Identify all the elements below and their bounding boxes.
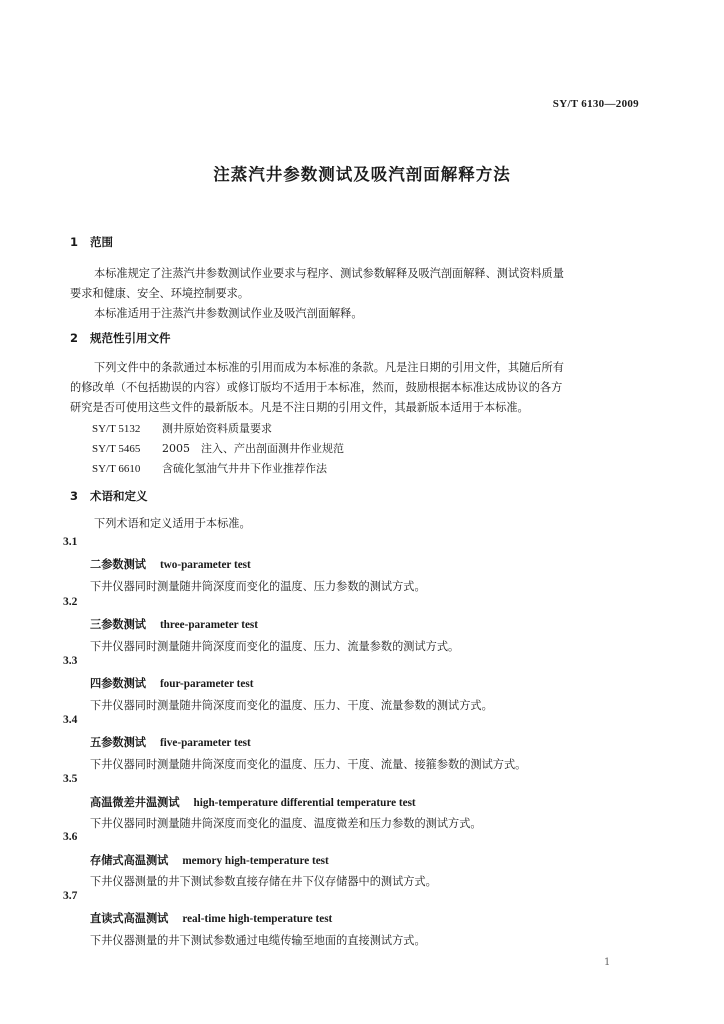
standard-code: SY/T 6130—2009: [552, 98, 639, 110]
reference-title: 含硫化氢油气井井下作业推荐作法: [162, 462, 327, 475]
term-number: 3.7: [63, 890, 78, 902]
term-zh: 五参数测试: [90, 736, 146, 749]
section-title: 范围: [90, 235, 113, 249]
section-number: 1: [70, 235, 79, 249]
reference-title: 2005 注入、产出剖面测井作业规范: [162, 442, 344, 455]
term-en: memory high-temperature test: [182, 855, 329, 867]
section-2-heading: [70, 330, 171, 346]
term-number: 3.2: [63, 596, 78, 608]
term-heading: [90, 556, 251, 572]
term-definition: 下井仪器同时测量随井筒深度而变化的温度、压力、干度、流量、接箍参数的测试方式。: [90, 758, 527, 771]
term-definition: 下井仪器测量的井下测试参数通过电缆传输至地面的直接测试方式。: [90, 934, 426, 947]
term-definition: 下井仪器测量的井下测试参数直接存储在井下仪存储器中的测试方式。: [90, 875, 437, 888]
term-en: two-parameter test: [159, 559, 251, 571]
term-en: high-temperature differential temperature test: [193, 797, 416, 809]
reference-code: SY/T 5132: [92, 423, 141, 435]
term-number: 3.3: [63, 655, 78, 667]
document-title: 注蒸汽井参数测试及吸汽剖面解释方法: [213, 165, 511, 184]
page-number: 1: [604, 957, 611, 968]
term-number: 3.1: [63, 536, 78, 548]
section-1-heading: [70, 234, 113, 250]
term-heading: [90, 910, 332, 926]
reference-code: SY/T 5465: [92, 443, 141, 455]
term-en: four-parameter test: [159, 678, 254, 690]
section-number: 3: [70, 489, 79, 503]
term-heading: [90, 616, 258, 632]
term-en: five-parameter test: [159, 737, 251, 749]
section-2-para-line-3: 研究是否可使用这些文件的最新版本。凡是不注日期的引用文件，其最新版本适用于本标准。: [70, 401, 529, 414]
term-heading: [90, 675, 253, 691]
term-definition: 下井仪器同时测量随井筒深度而变化的温度、压力参数的测试方式。: [90, 580, 426, 593]
term-definition: 下井仪器同时测量随井筒深度而变化的温度、温度微差和压力参数的测试方式。: [90, 817, 482, 830]
term-heading: [90, 734, 251, 750]
term-zh: 存储式高温测试: [90, 854, 169, 867]
term-number: 3.5: [63, 773, 78, 785]
term-definition: 下井仪器同时测量随井筒深度而变化的温度、压力、干度、流量参数的测试方式。: [90, 699, 493, 712]
term-zh: 高温微差井温测试: [90, 796, 180, 809]
reference-code: SY/T 6610: [92, 463, 141, 475]
term-en: three-parameter test: [159, 619, 259, 631]
reference-item: [92, 440, 344, 456]
term-number: 3.4: [63, 714, 78, 726]
section-2-para-line-2: 的修改单（不包括勘误的内容）或修订版均不适用于本标准，然而，鼓励根据本标准达成协议的各方: [70, 381, 563, 394]
section-1-para-1-line-2: 要求和健康、安全、环境控制要求。: [70, 287, 250, 300]
section-number: 2: [70, 331, 79, 345]
term-zh: 直读式高温测试: [90, 912, 169, 925]
term-zh: 四参数测试: [90, 677, 146, 690]
term-number: 3.6: [63, 831, 78, 843]
term-heading: [90, 794, 416, 810]
section-3-intro: 下列术语和定义适用于本标准。: [94, 517, 251, 530]
term-heading: [90, 852, 329, 868]
term-definition: 下井仪器同时测量随井筒深度而变化的温度、压力、流量参数的测试方式。: [90, 640, 460, 653]
section-2-para-line-1: 下列文件中的条款通过本标准的引用而成为本标准的条款。凡是注日期的引用文件，其随后所有: [94, 361, 564, 374]
term-zh: 三参数测试: [90, 618, 146, 631]
section-3-heading: [70, 488, 148, 504]
section-1-para-2: 本标准适用于注蒸汽井参数测试作业及吸汽剖面解释。: [94, 307, 363, 320]
section-title: 术语和定义: [90, 489, 148, 503]
term-zh: 二参数测试: [90, 558, 146, 571]
section-title: 规范性引用文件: [90, 331, 171, 345]
reference-item: [92, 420, 272, 436]
section-1-para-1-line-1: 本标准规定了注蒸汽井参数测试作业要求与程序、测试参数解释及吸汽剖面解释、测试资料质量: [94, 267, 564, 280]
reference-item: [92, 460, 327, 476]
reference-title: 测井原始资料质量要求: [162, 422, 272, 435]
term-en: real-time high-temperature test: [182, 913, 333, 925]
